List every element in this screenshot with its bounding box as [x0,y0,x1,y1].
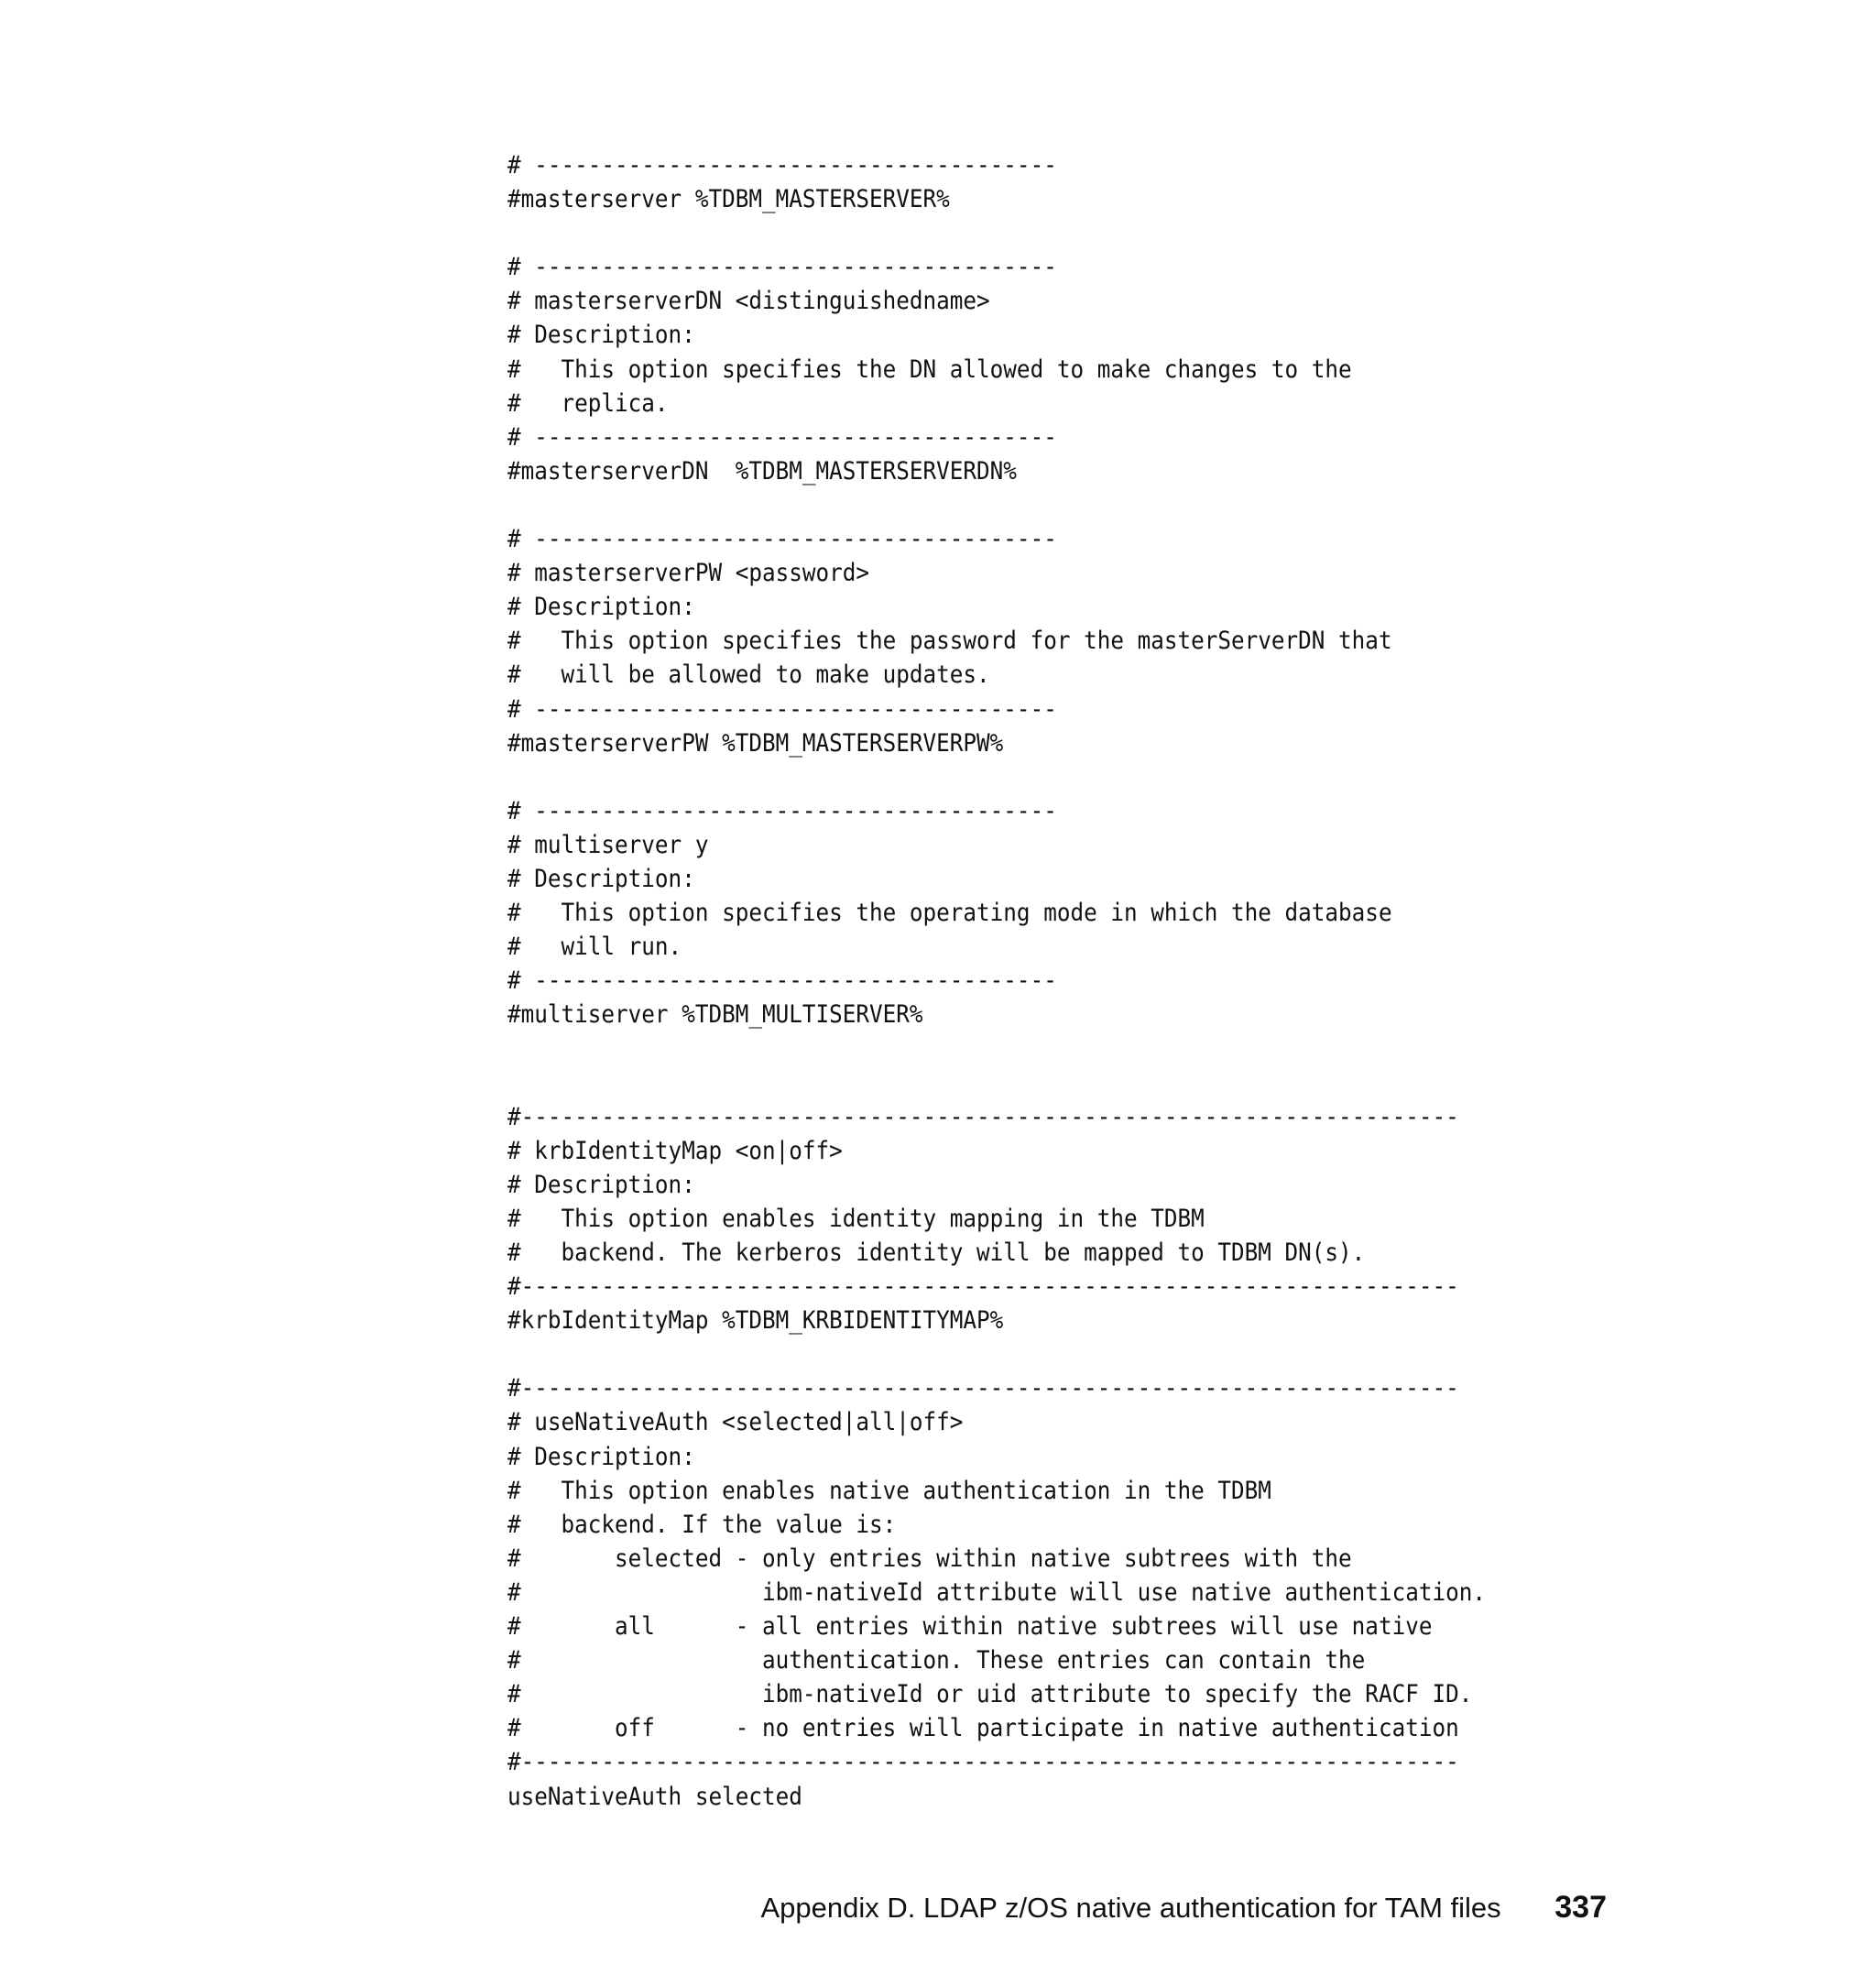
code-line [507,760,1486,794]
code-line: # This option specifies the operating mode in which the database [507,899,1392,928]
code-line: # This option specifies the DN allowed to make changes to the [507,355,1352,384]
code-line: # --------------------------------------- [507,796,1057,825]
code-line: # backend. The kerberos identity will be mapped to TDBM DN(s). [507,1239,1366,1267]
code-line [507,488,1486,522]
code-line: # ibm-nativeId attribute will use native authentication. [507,1577,1486,1607]
code-line: # Description: [507,593,695,622]
code-line: # Description: [507,864,695,893]
code-line: # all - all entries within native subtrees will use native [507,1612,1433,1642]
code-line: # This option enables identity mapping in the TDBM [507,1204,1205,1233]
code-line: # krbIdentityMap <on|off> [507,1136,843,1165]
code-line: # selected - only entries within native subtrees with the [507,1544,1352,1573]
code-line: #---------------------------------------------------------------------- [507,1272,1459,1302]
code-line: #---------------------------------------------------------------------- [507,1374,1459,1403]
code-line: # backend. If the value is: [507,1510,897,1539]
code-line: # --------------------------------------- [507,151,1057,180]
code-line: # useNativeAuth <selected|all|off> [507,1408,964,1437]
code-line: # replica. [507,388,669,418]
page-number: 337 [1554,1890,1607,1925]
code-line: # This option specifies the password for the masterServerDN that [507,627,1392,656]
code-line: useNativeAuth selected [507,1782,802,1811]
code-line [507,1337,1486,1371]
code-line: # multiserver y [507,830,709,859]
code-line: # authentication. These entries can contain the [507,1646,1366,1675]
code-line: #masterserver %TDBM_MASTERSERVER% [507,185,950,214]
config-file-listing [507,148,1486,1814]
code-line: #---------------------------------------------------------------------- [507,1102,1459,1131]
code-line: # masterserverPW <password> [507,559,870,588]
code-line: # off - no entries will participate in native authentication [507,1714,1459,1743]
code-line: #krbIdentityMap %TDBM_KRBIDENTITYMAP% [507,1306,1004,1336]
code-line: # --------------------------------------- [507,694,1057,724]
code-line: #masterserverPW %TDBM_MASTERSERVERPW% [507,728,1004,758]
footer-chapter-title: Appendix D. LDAP z/OS native authentication for TAM files [760,1892,1501,1924]
page-footer [761,1889,1608,1926]
code-line [507,216,1486,250]
code-line [507,1066,1486,1100]
code-line: # --------------------------------------- [507,422,1057,452]
code-line: # masterserverDN <distinguishedname> [507,287,990,316]
code-line: # Description: [507,1170,695,1199]
code-line: # will run. [507,933,682,962]
code-line: #masterserverDN %TDBM_MASTERSERVERDN% [507,456,1017,486]
code-line: # ibm-nativeId or uid attribute to specify the RACF ID. [507,1680,1473,1709]
code-line [507,1031,1486,1065]
code-line: #multiserver %TDBM_MULTISERVER% [507,1000,923,1030]
code-line: # --------------------------------------- [507,966,1057,996]
code-line: # --------------------------------------- [507,253,1057,282]
code-line: #---------------------------------------------------------------------- [507,1748,1459,1777]
code-line: # will be allowed to make updates. [507,660,990,690]
code-line: # --------------------------------------- [507,525,1057,554]
code-line: # Description: [507,1442,695,1471]
code-line: # This option enables native authentication in the TDBM [507,1476,1271,1505]
code-line: # Description: [507,321,695,350]
